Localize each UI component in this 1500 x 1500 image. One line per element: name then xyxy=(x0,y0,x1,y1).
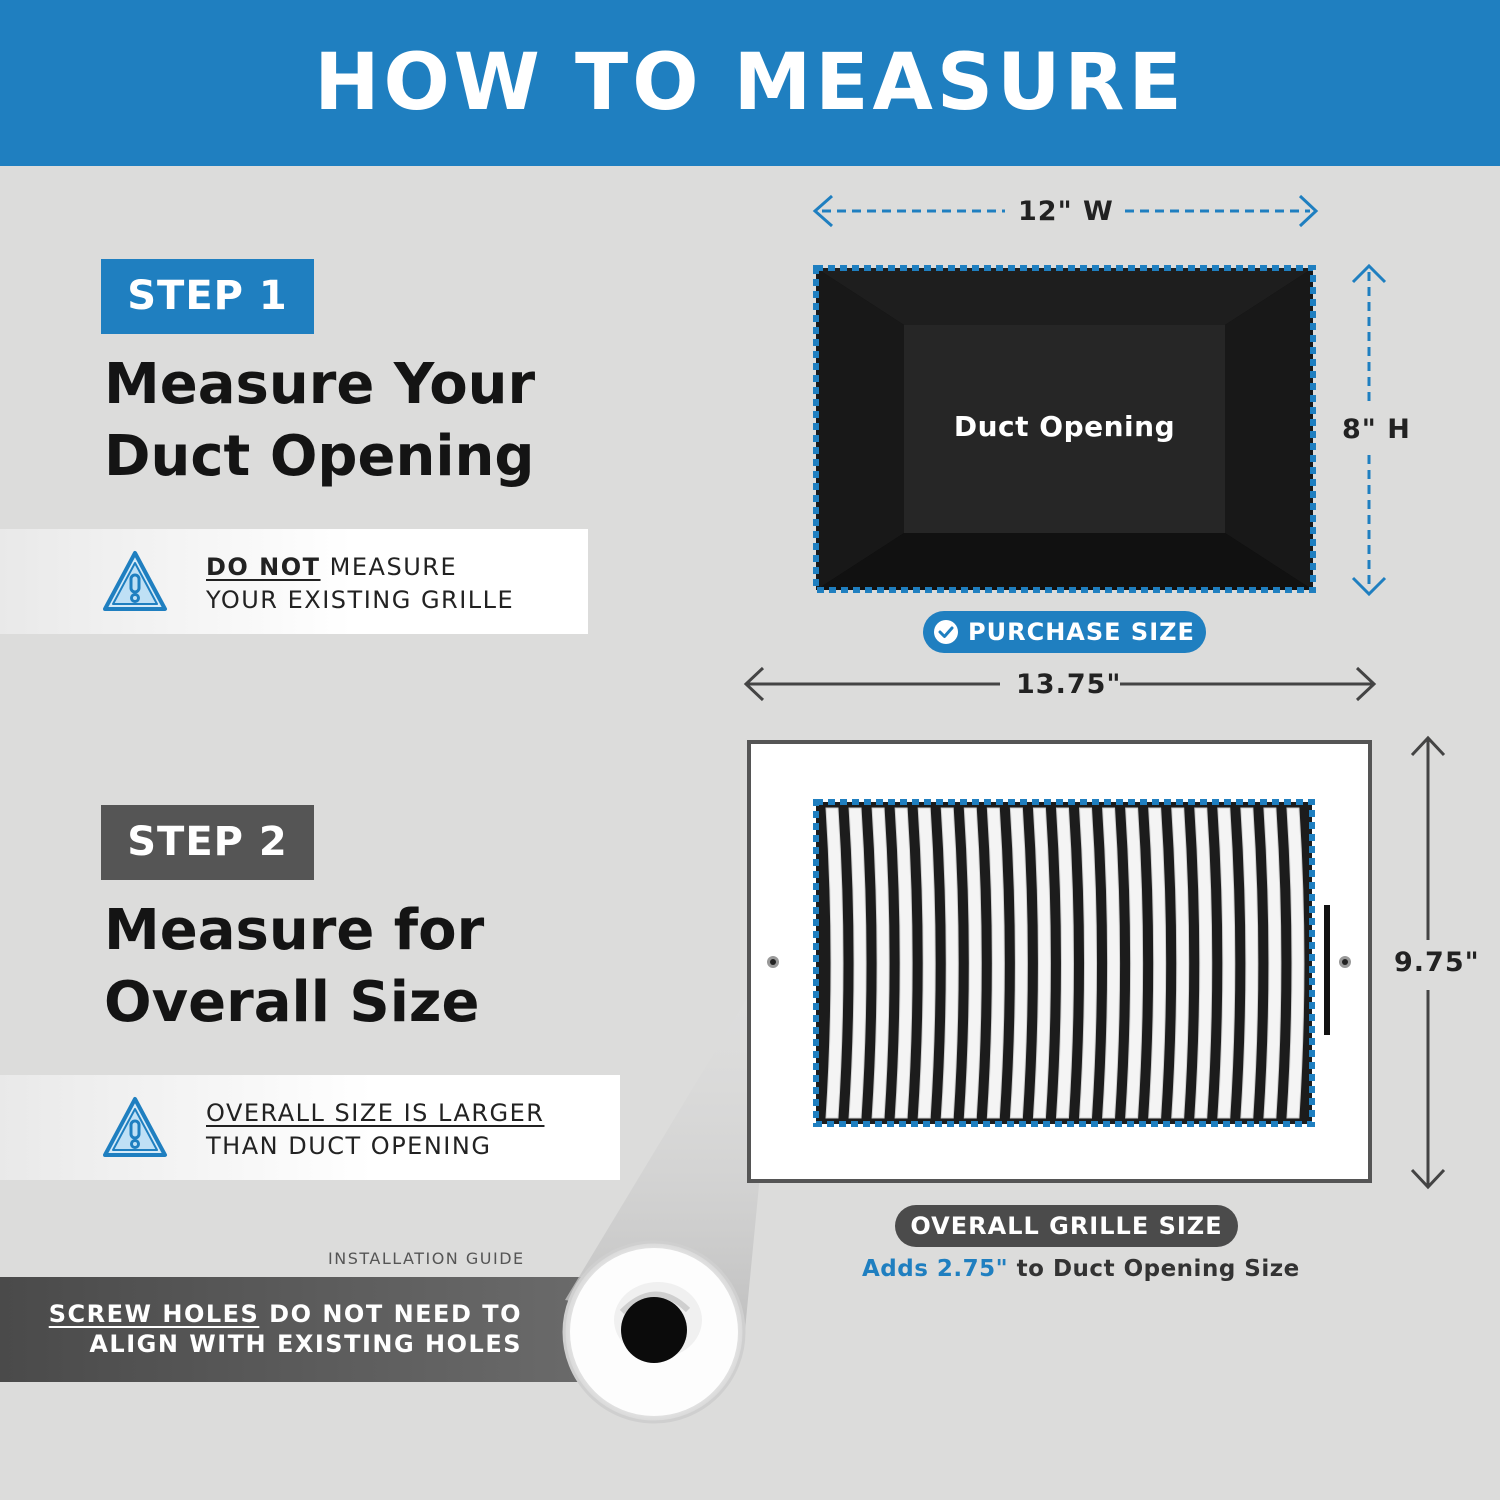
guide-line1-rest: DO NOT NEED TO xyxy=(259,1300,522,1328)
grille-diagram xyxy=(730,660,1470,1200)
guide-emphasis: SCREW HOLES xyxy=(48,1300,260,1328)
adds-rest: to Duct Opening Size xyxy=(1008,1256,1300,1282)
duct-width-label: 12" W xyxy=(1018,196,1114,227)
step1-badge: STEP 1 xyxy=(101,259,314,334)
step2-heading-line1: Measure for xyxy=(104,898,485,963)
guide-line2: ALIGN WITH EXISTING HOLES xyxy=(89,1330,522,1358)
step1-note-emphasis: DO NOT xyxy=(206,553,321,581)
step1-heading-line2: Duct Opening xyxy=(104,424,535,489)
grille-width-label: 13.75" xyxy=(1016,669,1122,700)
adds-note xyxy=(862,1256,1300,1282)
installation-guide-label: INSTALLATION GUIDE xyxy=(328,1249,525,1268)
purchase-size-label: PURCHASE SIZE xyxy=(968,618,1195,646)
step1-heading-line1: Measure Your xyxy=(104,352,536,417)
screw-hole-zoom-image xyxy=(560,1238,748,1426)
overall-grille-size-pill: OVERALL GRILLE SIZE xyxy=(895,1205,1238,1247)
step2-note-line2: THAN DUCT OPENING xyxy=(206,1132,492,1160)
adds-value: Adds 2.75" xyxy=(862,1256,1009,1282)
step2-heading-line2: Overall Size xyxy=(104,970,480,1035)
grille-height-label: 9.75" xyxy=(1394,947,1480,978)
step1-note-line2: YOUR EXISTING GRILLE xyxy=(206,586,515,614)
step2-badge: STEP 2 xyxy=(101,805,314,880)
purchase-size-pill xyxy=(923,611,1206,653)
page-title: HOW TO MEASURE xyxy=(314,38,1186,128)
check-icon xyxy=(933,619,959,645)
step2-note-line1: OVERALL SIZE IS LARGER xyxy=(206,1099,545,1127)
duct-opening-label: Duct Opening xyxy=(953,410,1176,443)
duct-height-label: 8" H xyxy=(1342,414,1411,445)
step1-note-rest: MEASURE xyxy=(320,553,458,581)
